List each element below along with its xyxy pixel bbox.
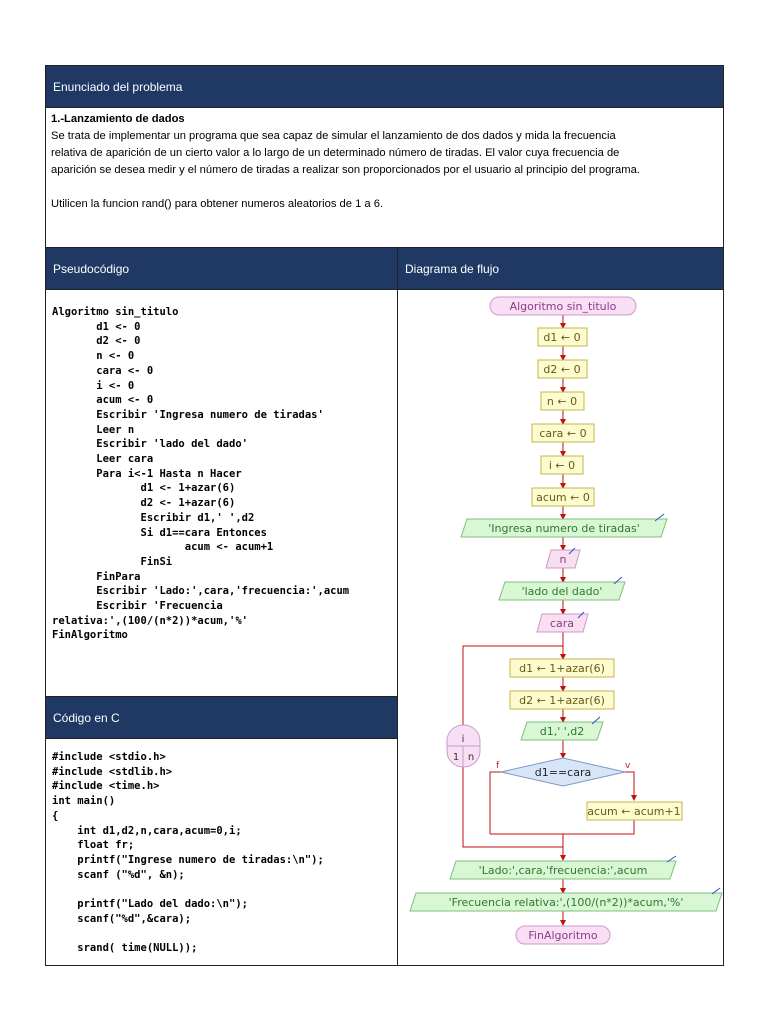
pseudocode-line: i <- 0: [52, 379, 135, 392]
c-code-line: int main(): [52, 795, 116, 808]
svg-text:d1,' ',d2: d1,' ',d2: [539, 725, 585, 738]
flowchart-diagram: [398, 290, 728, 950]
svg-text:n ← 0: n ← 0: [546, 395, 578, 408]
c-code-line: printf("Ingrese numero de tiradas:\n");: [52, 853, 324, 866]
svg-text:acum ← 0: acum ← 0: [536, 491, 590, 504]
pseudocode-line: Escribir 'lado del dado': [52, 438, 248, 451]
svg-text:v: v: [625, 761, 631, 771]
flow-write-frequency: [410, 888, 722, 911]
svg-text:'Frecuencia relativa:',(100/(n: 'Frecuencia relativa:',(100/(n*2))*acum,'%': [448, 896, 684, 909]
pseudocode-line: d2 <- 0: [52, 335, 141, 348]
row-divider: [45, 247, 724, 248]
pseudocode-header: Pseudocódigo: [46, 248, 397, 289]
flow-assign-cara: [532, 424, 594, 442]
c-code-line: int d1,d2,n,cara,acum=0,i;: [52, 824, 242, 837]
flow-end-node: [516, 926, 610, 944]
flow-loop-node: [447, 725, 480, 767]
pseudocode-line: FinPara: [52, 570, 141, 583]
pseudocode-line: Leer cara: [52, 453, 154, 466]
problem-statement: [51, 111, 719, 213]
c-code-line: printf("Lado del dado:\n");: [52, 898, 248, 911]
flow-acum-increment: [587, 802, 682, 820]
flow-read-n: [546, 548, 580, 568]
problem-header: Enunciado del problema: [46, 66, 723, 107]
svg-text:d1==cara: d1==cara: [534, 766, 592, 779]
c-code-line: #include <stdio.h>: [52, 751, 166, 763]
svg-text:d2 ← 0: d2 ← 0: [543, 363, 581, 376]
flow-rand-d1: [510, 659, 614, 677]
row-divider: [45, 107, 724, 108]
flow-write-tiradas: [461, 514, 667, 537]
problem-title: 1.-Lanzamiento de dados: [51, 113, 185, 125]
row-divider: [45, 696, 398, 697]
c-code-line: [52, 926, 324, 941]
pseudocode-line: Para i<-1 Hasta n Hacer: [52, 467, 242, 480]
pseudocode-line: FinSi: [52, 555, 173, 568]
problem-description-line: aparición se desea medir y el número de tiradas a realizar son proporcionados por el usuario al principio del programa.: [51, 164, 640, 176]
flow-assign-d1: [538, 328, 587, 346]
flow-read-cara: [537, 612, 588, 632]
flow-start-node: [490, 297, 636, 315]
c-code-block: [52, 750, 324, 956]
flow-assign-n: [541, 392, 584, 410]
flow-assign-i: [541, 456, 583, 474]
pseudocode-line: Si d1==cara Entonces: [52, 526, 267, 539]
pseudocode-line: cara <- 0: [52, 364, 154, 377]
pseudocode-line: relativa:',(100/(n*2))*acum,'%': [52, 614, 248, 627]
flow-rand-d2: [510, 691, 614, 709]
svg-text:cara ← 0: cara ← 0: [539, 427, 587, 440]
svg-text:Algoritmo sin_titulo: Algoritmo sin_titulo: [509, 300, 617, 313]
c-code-line: scanf("%d",&cara);: [52, 912, 192, 925]
pseudocode-line: FinAlgoritmo: [52, 629, 128, 642]
c-code-line: {: [52, 809, 59, 822]
flow-write-dice: [521, 717, 603, 740]
svg-text:'lado del dado': 'lado del dado': [521, 585, 603, 598]
c-code-line: scanf ("%d", &n);: [52, 868, 185, 881]
problem-note: Utilicen la funcion rand() para obtener numeros aleatorios de 1 a 6.: [51, 198, 384, 210]
svg-text:i: i: [461, 734, 465, 745]
pseudocode-line: d1 <- 1+azar(6): [52, 482, 236, 495]
flowchart-header: Diagrama de flujo: [398, 248, 723, 289]
problem-description-line: relativa de aparición de un cierto valor a lo largo de un determinado número de tiradas. El valor cuya frecuencia de: [51, 147, 620, 159]
c-code-header: Código en C: [46, 697, 397, 738]
c-code-line: float fr;: [52, 839, 135, 852]
c-code-line: [52, 882, 324, 897]
pseudocode-line: Leer n: [52, 423, 135, 436]
svg-text:acum ← acum+1: acum ← acum+1: [587, 805, 681, 818]
pseudocode-line: Escribir 'Lado:',cara,'frecuencia:',acum: [52, 585, 350, 598]
flow-assign-d2: [538, 360, 587, 378]
svg-text:n: n: [467, 752, 475, 763]
flow-write-lado: [499, 577, 625, 600]
svg-text:i ← 0: i ← 0: [548, 459, 576, 472]
flow-assign-acum: [532, 488, 594, 506]
svg-text:'Ingresa numero de tiradas': 'Ingresa numero de tiradas': [488, 522, 640, 535]
svg-text:'Lado:',cara,'frecuencia:',acu: 'Lado:',cara,'frecuencia:',acum: [478, 864, 648, 877]
pseudocode-line: n <- 0: [52, 350, 135, 363]
pseudocode-line: d2 <- 1+azar(6): [52, 497, 236, 510]
pseudocode-line: Algoritmo sin_titulo: [52, 306, 179, 318]
pseudocode-line: d1 <- 0: [52, 320, 141, 333]
pseudocode-block: [52, 305, 349, 643]
svg-text:1: 1: [452, 752, 460, 763]
svg-text:FinAlgoritmo: FinAlgoritmo: [528, 929, 598, 942]
pseudocode-line: Escribir d1,' ',d2: [52, 511, 255, 524]
svg-text:f: f: [496, 761, 500, 771]
row-divider: [45, 738, 398, 739]
c-code-line: #include <stdlib.h>: [52, 765, 173, 778]
pseudocode-line: acum <- acum+1: [52, 541, 274, 554]
pseudocode-line: Escribir 'Frecuencia: [52, 600, 223, 613]
svg-text:n: n: [559, 553, 567, 566]
flow-decision: [496, 758, 631, 786]
problem-description-line: Se trata de implementar un programa que sea capaz de simular el lanzamiento de dos dados y mida la frecuencia: [51, 130, 616, 142]
c-code-line: #include <time.h>: [52, 780, 160, 793]
svg-text:d2 ← 1+azar(6): d2 ← 1+azar(6): [519, 694, 605, 707]
svg-text:d1 ← 1+azar(6): d1 ← 1+azar(6): [519, 662, 605, 675]
c-code-line: srand( time(NULL));: [52, 942, 198, 955]
svg-text:d1 ← 0: d1 ← 0: [543, 331, 581, 344]
pseudocode-line: Escribir 'Ingresa numero de tiradas': [52, 408, 324, 421]
svg-text:cara: cara: [549, 617, 575, 630]
pseudocode-line: acum <- 0: [52, 394, 154, 407]
